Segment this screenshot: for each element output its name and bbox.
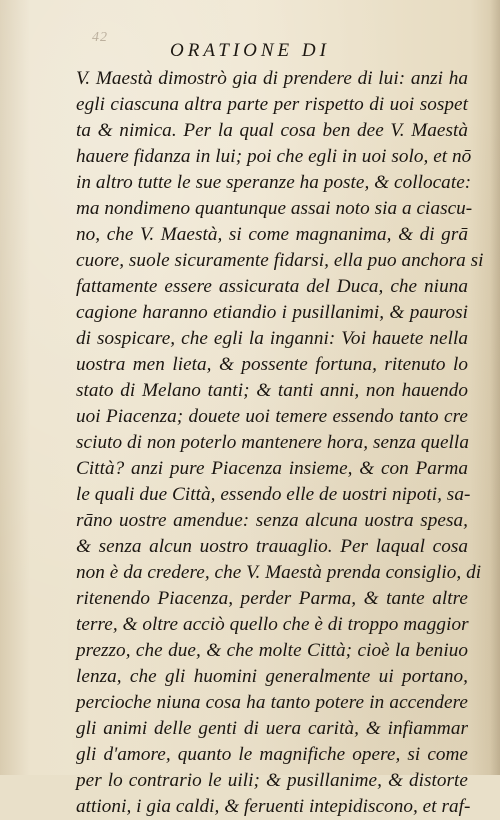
text-line: in altro tutte le sue speranze ha poste, & collocate:	[76, 172, 472, 193]
text-line: ta & nimica. Per la qual cosa ben dee V. Maestà	[76, 120, 468, 141]
text-line: non è da credere, che V. Maestà prenda consiglio, di	[76, 562, 482, 583]
text-line: ritenendo Piacenza, perder Parma, & tante altre	[76, 588, 468, 609]
text-line: rāno uostre amendue: senza alcuna uostra spesa,	[76, 510, 468, 531]
text-line: gli d'amore, quanto le magnifiche opere, si come	[76, 744, 468, 765]
text-line: & senza alcun uostro trauaglio. Per laqual cosa	[76, 536, 468, 557]
text-line: V. Maestà dimostrò gia di prendere di lui: anzi ha	[76, 68, 468, 89]
text-line: prezzo, che due, & che molte Città; cioè la beniuo	[76, 640, 468, 661]
text-line: egli ciascuna altra parte per rispetto di uoi sospet	[76, 94, 468, 115]
text-line: no, che V. Maestà, si come magnanima, & di grā	[76, 224, 468, 245]
body-text	[76, 66, 484, 820]
text-line: uostra men lieta, & possente fortuna, ritenuto lo	[76, 354, 468, 375]
text-line: attioni, i gia caldi, & feruenti intepidiscono, et raf-	[76, 796, 471, 817]
text-line: stato di Melano tanti; & tanti anni, non hauendo	[76, 380, 468, 401]
text-line: lenza, che gli huomini generalmente ui portano,	[76, 666, 468, 687]
text-line: percioche niuna cosa ha tanto potere in accendere	[76, 692, 468, 713]
text-line: Città? anzi pure Piacenza insieme, & con Parma	[76, 458, 468, 479]
text-line: per lo contrario le uili; & pusillanime, & distorte	[76, 770, 468, 791]
text-line: fattamente essere assicurata del Duca, che niuna	[76, 276, 468, 297]
text-line: cagione haranno etiandio i pusillanimi, & paurosi	[76, 302, 468, 323]
running-head: ORATIONE DI	[170, 40, 330, 61]
text-line: sciuto di non poterlo mantenere hora, senza quella	[76, 432, 469, 453]
text-line: cuore, suole sicuramente fidarsi, ella puo anchora si	[76, 250, 484, 271]
text-line: terre, & oltre acciò quello che è di troppo maggior	[76, 614, 469, 635]
paper-edge-shadow	[490, 0, 500, 775]
text-line: le quali due Città, essendo elle de uostri nipoti, sa-	[76, 484, 471, 505]
text-line: gli animi delle genti di uera carità, & infiammar	[76, 718, 468, 739]
faint-page-number: 42	[92, 30, 108, 45]
text-line: ma nondimeno quantunque assai noto sia a ciascu-	[76, 198, 473, 219]
text-line: di sospicare, che egli la inganni: Voi hauete nella	[76, 328, 468, 349]
text-line: uoi Piacenza; douete uoi temere essendo tanto cre	[76, 406, 468, 427]
text-line: hauere fidanza in lui; poi che egli in uoi solo, et nō	[76, 146, 472, 167]
